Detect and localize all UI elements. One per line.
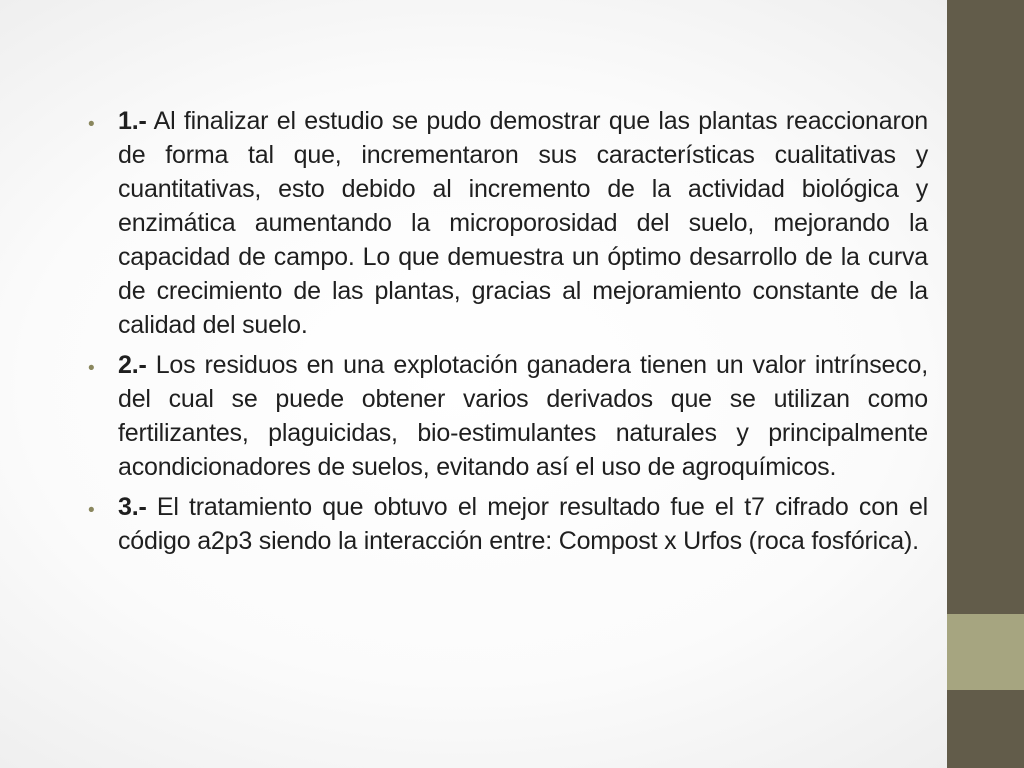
bullet-icon: •: [88, 500, 95, 521]
bullet-body: El tratamiento que obtuvo el mejor resultado fue el t7 cifrado con el código a2p3 siendo la interacción entre: Compost x Urfos (roca fosfórica).: [118, 493, 929, 555]
bullet-item-2: [88, 348, 928, 484]
slide-content: [88, 104, 928, 564]
bullet-icon: •: [88, 114, 95, 135]
bullet-number: 2.-: [118, 351, 147, 379]
bullet-body: Al finalizar el estudio se pudo demostrar que las plantas reaccionaron de forma tal que, incrementaron sus características cualitativas y cuantitativas, esto debido al incremento de la actividad biológica y enzimática aumentando la microporosidad del suelo, mejorando la capacidad de campo. Lo que demuestra un óptimo desarrollo de la curva de crecimiento de las plantas, gracias al mejoramiento constante de la calidad del suelo.: [118, 107, 928, 339]
side-accent-block: [947, 614, 1024, 690]
bullet-number: 1.-: [118, 107, 147, 135]
bullet-text: [118, 348, 928, 484]
bullet-body: Los residuos en una explotación ganadera tienen un valor intrínseco, del cual se puede obtener varios derivados que se utilizan como fertilizantes, plaguicidas, bio-estimulantes naturales y principalmente acondicionadores de suelos, evitando así el uso de agroquímicos.: [118, 351, 928, 481]
bullet-text: [118, 104, 928, 342]
bullet-number: 3.-: [118, 493, 147, 521]
bullet-icon: •: [88, 358, 95, 379]
bullet-text: [118, 490, 928, 558]
bullet-item-3: [88, 490, 928, 558]
bullet-item-1: [88, 104, 928, 342]
